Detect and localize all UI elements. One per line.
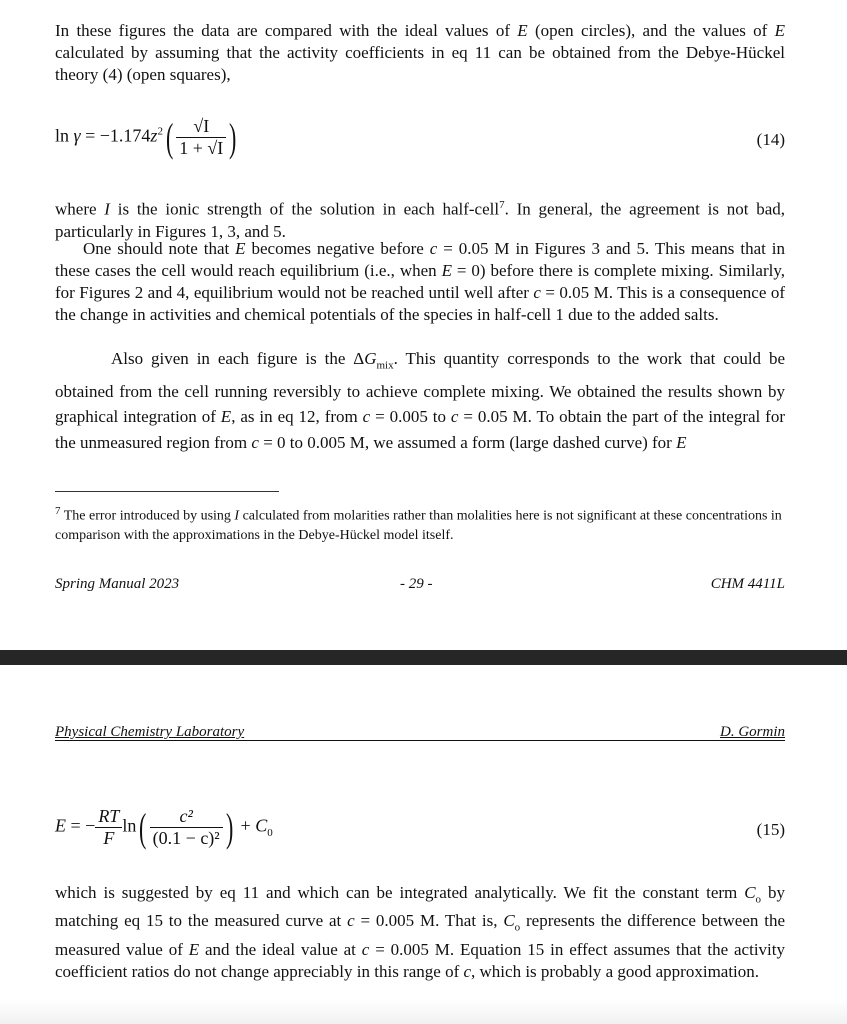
equation-14-label: (14): [756, 130, 785, 149]
footnote-7: $^7$ The error introduced by using I calculated from molarities rather than molalities here is not significant at these concentrations in comparison with the approximations in the Debye-Hückel model itself.: [55, 505, 782, 543]
intro-paragraph: In these figures the data are compared with the ideal values of E (open circles), and the values of E calculated by assuming that the activity coefficients in eq 11 can be obtained from the Debye-Hückel theory (4) (open squares),: [55, 21, 785, 84]
footer-left: Spring Manual 2023: [55, 576, 180, 592]
also-given-paragraph: Also given in each figure is the $\Delta G_{mix}$. This quantity corresponds to the work that could be obtained from the cell running reversibly to achieve complete mixing. We obtained the results shown by graphical integration of E, as in eq 12, from c = 0.005 to c = 0.05 M. To obtain the part of the integral for the unmeasured region from c = 0 to 0.005 M, we assumed a form (large dashed curve) for E: [55, 349, 785, 452]
header-left: Physical Chemistry Laboratory: [55, 724, 245, 740]
header-rule: [55, 740, 785, 741]
page-number: - 29 -: [400, 576, 433, 592]
where-paragraph: where I is the ionic strength of the solution in each half-cell$^7$. In general, the agreement is not bad, particularly in Figures 1, 3, and 5.: [55, 199, 785, 241]
equation-14: $\ln \gamma = -1.174z^2$( $\frac{√I}{1 + √I}$ ) (14): [55, 115, 785, 160]
equation-15: E = − $\frac{RT}{F}$ ln( $\frac{\text{c²}}{\text{(0.1 − c)²}}$ ) + $C_0$ (15): [55, 805, 785, 850]
page-divider: [0, 650, 847, 665]
which-is-suggested-paragraph: which is suggested by eq 11 and which can be integrated analytically. We fit the constant term $C_o$ by matching eq 15 to the measured curve at c = 0.005 M. That is, $C_o$ represents the difference between the measured value of E and the ideal value at c = 0.005 M. Equation 15 in effect assumes that the activity coefficient ratios do not change appreciably in this range of c, which is probably a good approximation.: [55, 883, 785, 981]
bottom-shadow: [0, 1000, 847, 1024]
one-should-note-paragraph: One should note that E becomes negative before c = 0.05 M in Figures 3 and 5. This means that in these cases the cell would reach equilibrium (i.e., when E = 0) before there is complete mixing. Similarly, for Figures 2 and 4, equilibrium would not be reached until well after c = 0.05 M. This is a consequence of the change in activities and chemical potentials of the species in half-cell 1 due to the added salts.: [55, 239, 786, 324]
header-right: D. Gormin: [719, 724, 785, 740]
footnote-ref[interactable]: 7: [499, 199, 505, 211]
footer-right: CHM 4411L: [710, 576, 785, 592]
footnote-rule: [55, 491, 279, 492]
equation-15-label: (15): [756, 820, 785, 839]
